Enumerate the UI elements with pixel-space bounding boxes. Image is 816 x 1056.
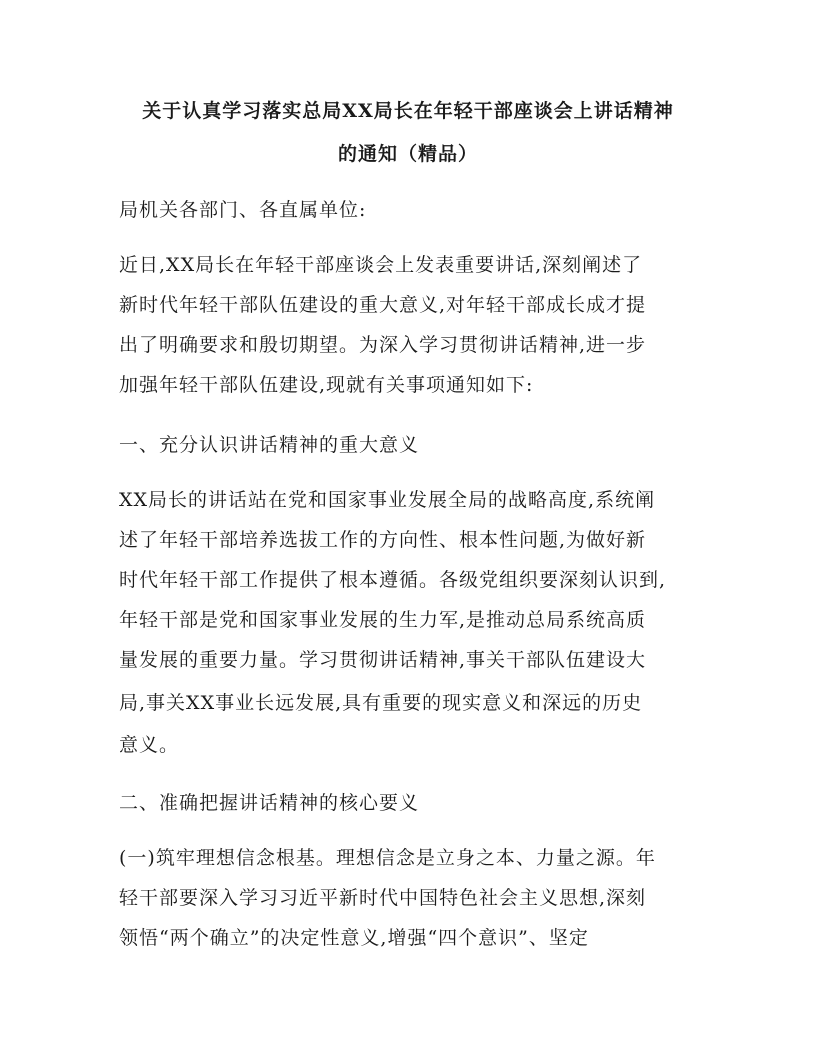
document-title-line-2: 的通知（精品） [337, 143, 478, 165]
section-2-line: 领悟“两个确立”的决定性意义,增强“四个意识”、坚定 [119, 927, 589, 949]
document-title-line-1: 关于认真学习落实总局XX局长在年轻干部座谈会上讲话精神 [142, 100, 674, 122]
intro-line: 新时代年轻干部队伍建设的重大意义,对年轻干部成长成才提 [119, 294, 647, 316]
section-2-line: (一)筑牢理想信念根基。理想信念是立身之本、力量之源。年 [119, 847, 656, 869]
salutation: 局机关各部门、各直属单位: [119, 199, 367, 221]
section-1-heading: 一、充分认识讲话精神的重大意义 [119, 434, 420, 456]
section-1-line: 局,事关XX事业长远发展,具有重要的现实意义和深远的历史 [119, 692, 643, 714]
section-1-line: XX局长的讲话站在党和国家事业发展全局的战略高度,系统阐 [119, 489, 656, 511]
section-1-line: 时代年轻干部工作提供了根本遵循。各级党组织要深刻认识到, [119, 569, 667, 591]
section-2-line: 轻干部要深入学习习近平新时代中国特色社会主义思想,深刻 [119, 887, 647, 909]
section-2-heading: 二、准确把握讲话精神的核心要义 [119, 792, 420, 814]
intro-line: 加强年轻干部队伍建设,现就有关事项通知如下: [119, 374, 534, 396]
section-1-line: 量发展的重要力量。学习贯彻讲话精神,事关干部队伍建设大 [119, 649, 647, 671]
intro-line: 出了明确要求和殷切期望。为深入学习贯彻讲话精神,进一步 [119, 334, 647, 356]
section-1-line: 述了年轻干部培养选拔工作的方向性、根本性问题,为做好新 [119, 529, 647, 551]
section-1-line: 年轻干部是党和国家事业发展的生力军,是推动总局系统高质 [119, 609, 647, 631]
intro-line: 近日,XX局长在年轻干部座谈会上发表重要讲话,深刻阐述了 [119, 254, 643, 276]
section-1-line: 意义。 [119, 734, 180, 756]
